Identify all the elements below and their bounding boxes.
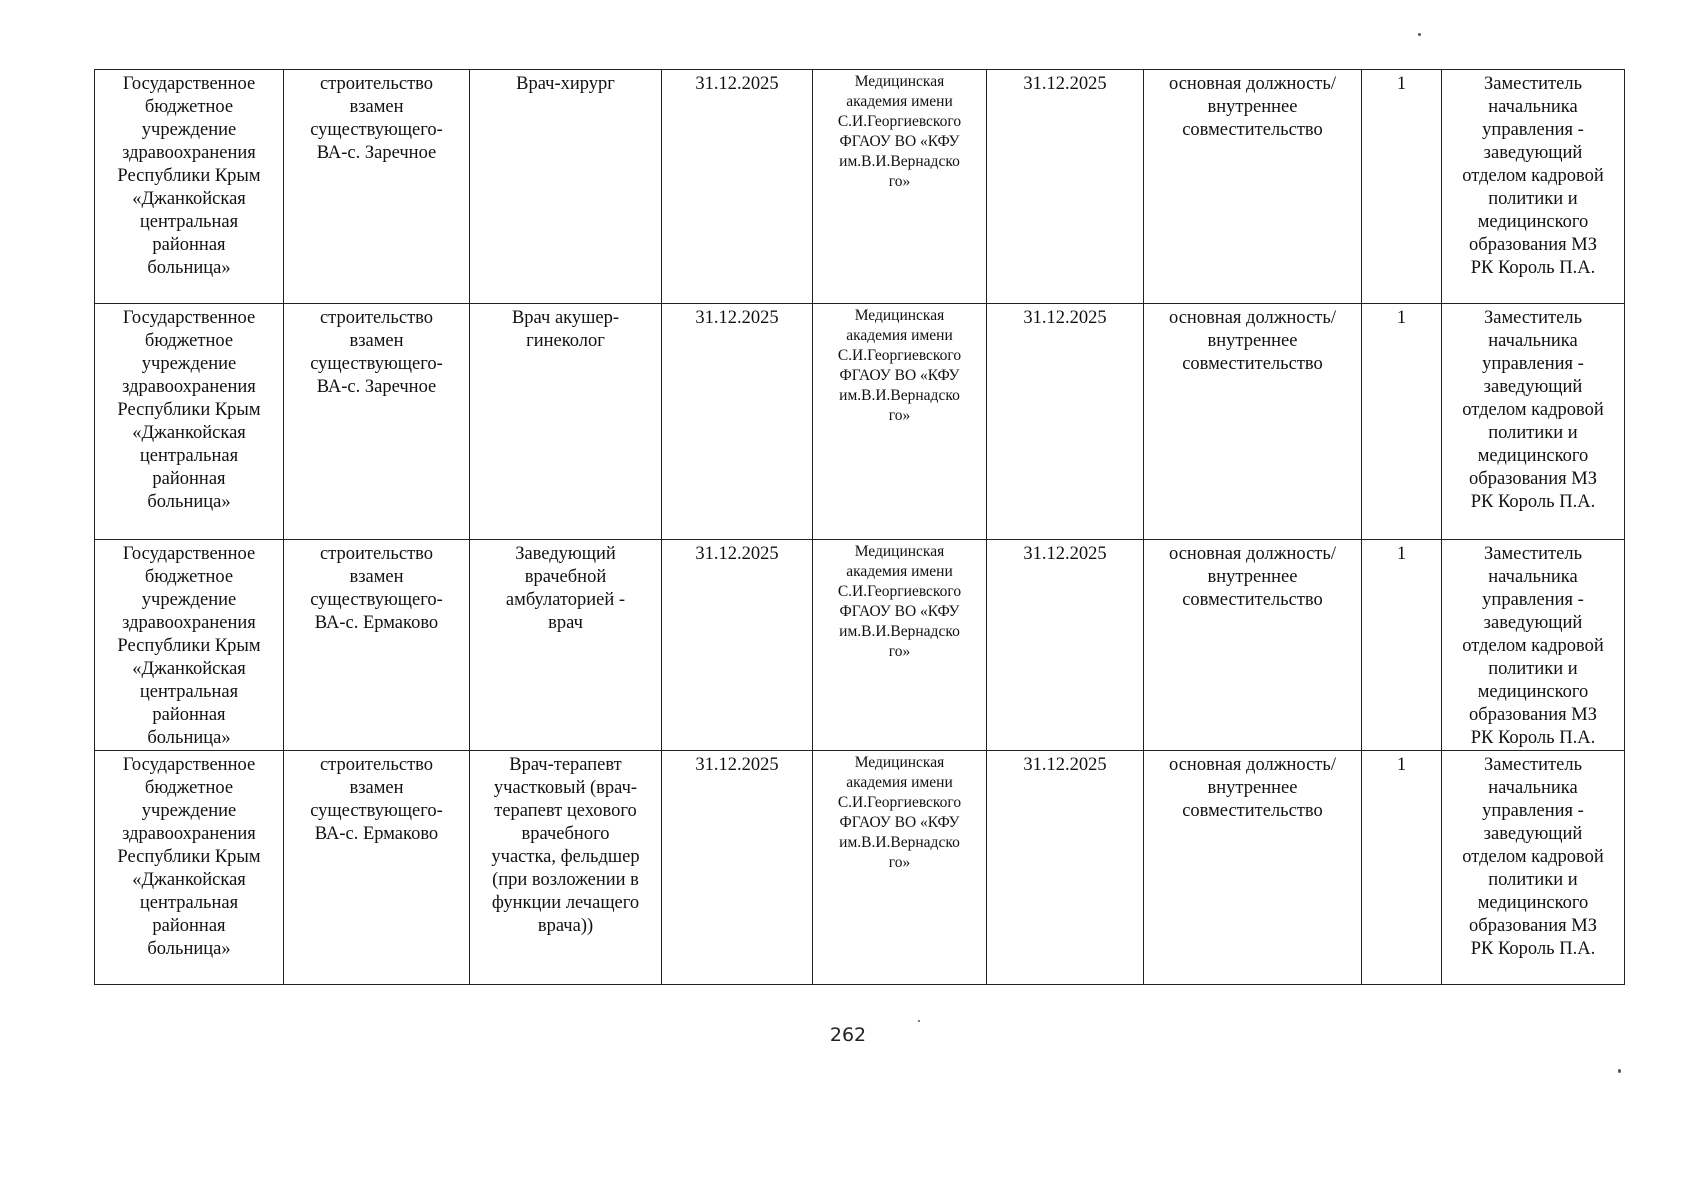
position-cell	[470, 304, 662, 540]
responsible-text: Заместитель начальника управления - заведующий отделом кадровой политики и медицинского образования МЗ РК Король П.А.	[1462, 755, 1604, 959]
employment-text: основная должность/ внутреннее совместительство	[1169, 74, 1336, 140]
responsible-cell	[1442, 751, 1625, 985]
date1-text: 31.12.2025	[695, 308, 779, 328]
count-cell	[1362, 751, 1442, 985]
count-cell	[1362, 70, 1442, 304]
date2-cell	[987, 540, 1144, 751]
responsible-cell	[1442, 304, 1625, 540]
academy-cell	[813, 751, 987, 985]
count-text: 1	[1396, 755, 1407, 775]
employment-cell	[1144, 70, 1362, 304]
construction-cell	[284, 751, 470, 985]
employment-text: основная должность/ внутреннее совместительство	[1169, 755, 1336, 821]
responsible-text: Заместитель начальника управления - заведующий отделом кадровой политики и медицинского образования МЗ РК Король П.А.	[1462, 74, 1604, 278]
date2-cell	[987, 304, 1144, 540]
count-text: 1	[1396, 544, 1407, 564]
employment-text: основная должность/ внутреннее совместительство	[1169, 308, 1336, 374]
construction-text: строительство взамен существующего- ВА-с. Ермаково	[310, 755, 443, 844]
count-cell	[1362, 304, 1442, 540]
date1-cell	[662, 751, 813, 985]
count-cell	[1362, 540, 1442, 751]
date2-cell	[987, 751, 1144, 985]
table-row	[95, 540, 1625, 751]
date2-text: 31.12.2025	[1023, 74, 1107, 94]
employment-cell	[1144, 304, 1362, 540]
institution-text: Государственное бюджетное учреждение здравоохранения Республики Крым «Джанкойская центральная районная больница»	[117, 755, 261, 959]
responsible-cell	[1442, 70, 1625, 304]
page-number: 262	[829, 1024, 867, 1046]
institution-text: Государственное бюджетное учреждение здравоохранения Республики Крым «Джанкойская центральная районная больница»	[117, 308, 261, 512]
staffing-table	[94, 69, 1625, 985]
employment-text: основная должность/ внутреннее совместительство	[1169, 544, 1336, 610]
position-text: Врач-терапевт участковый (врач- терапевт цехового врачебного участка, фельдшер (при возложении в функции лечащего врача))	[491, 755, 640, 936]
academy-text: Медицинская академия имени С.И.Георгиевского ФГАОУ ВО «КФУ им.В.И.Вернадско го»	[837, 543, 962, 660]
count-text: 1	[1396, 74, 1407, 94]
date2-cell	[987, 70, 1144, 304]
employment-cell	[1144, 751, 1362, 985]
institution-text: Государственное бюджетное учреждение здравоохранения Республики Крым «Джанкойская центральная районная больница»	[117, 544, 261, 748]
position-text: Заведующий врачебной амбулаторией - врач	[505, 544, 626, 633]
position-text: Врач-хирург	[516, 74, 615, 94]
construction-text: строительство взамен существующего- ВА-с. Ермаково	[310, 544, 443, 633]
institution-cell	[95, 751, 284, 985]
scan-speck	[918, 1020, 920, 1022]
institution-cell	[95, 540, 284, 751]
responsible-text: Заместитель начальника управления - заведующий отделом кадровой политики и медицинского образования МЗ РК Король П.А.	[1462, 308, 1604, 512]
date1-text: 31.12.2025	[695, 755, 779, 775]
date1-cell	[662, 70, 813, 304]
construction-cell	[284, 70, 470, 304]
institution-cell	[95, 70, 284, 304]
position-cell	[470, 70, 662, 304]
table-row	[95, 304, 1625, 540]
academy-text: Медицинская академия имени С.И.Георгиевского ФГАОУ ВО «КФУ им.В.И.Вернадско го»	[837, 307, 962, 424]
construction-cell	[284, 304, 470, 540]
scan-speck	[1418, 33, 1421, 36]
construction-text: строительство взамен существующего- ВА-с. Заречное	[310, 308, 443, 397]
position-text: Врач акушер- гинеколог	[511, 308, 620, 351]
date1-cell	[662, 540, 813, 751]
academy-cell	[813, 304, 987, 540]
responsible-cell	[1442, 540, 1625, 751]
academy-text: Медицинская академия имени С.И.Георгиевского ФГАОУ ВО «КФУ им.В.И.Вернадско го»	[837, 754, 962, 871]
institution-text: Государственное бюджетное учреждение здравоохранения Республики Крым «Джанкойская центральная районная больница»	[117, 74, 261, 278]
table-row	[95, 70, 1625, 304]
position-cell	[470, 751, 662, 985]
date1-text: 31.12.2025	[695, 74, 779, 94]
academy-cell	[813, 70, 987, 304]
construction-text: строительство взамен существующего- ВА-с. Заречное	[310, 74, 443, 163]
count-text: 1	[1396, 308, 1407, 328]
institution-cell	[95, 304, 284, 540]
employment-cell	[1144, 540, 1362, 751]
position-cell	[470, 540, 662, 751]
table-row	[95, 751, 1625, 985]
construction-cell	[284, 540, 470, 751]
date1-text: 31.12.2025	[695, 544, 779, 564]
responsible-text: Заместитель начальника управления - заведующий отделом кадровой политики и медицинского образования МЗ РК Король П.А.	[1462, 544, 1604, 748]
date2-text: 31.12.2025	[1023, 308, 1107, 328]
date2-text: 31.12.2025	[1023, 755, 1107, 775]
academy-cell	[813, 540, 987, 751]
date1-cell	[662, 304, 813, 540]
scan-speck	[1618, 1069, 1621, 1073]
date2-text: 31.12.2025	[1023, 544, 1107, 564]
academy-text: Медицинская академия имени С.И.Георгиевского ФГАОУ ВО «КФУ им.В.И.Вернадско го»	[837, 73, 962, 190]
